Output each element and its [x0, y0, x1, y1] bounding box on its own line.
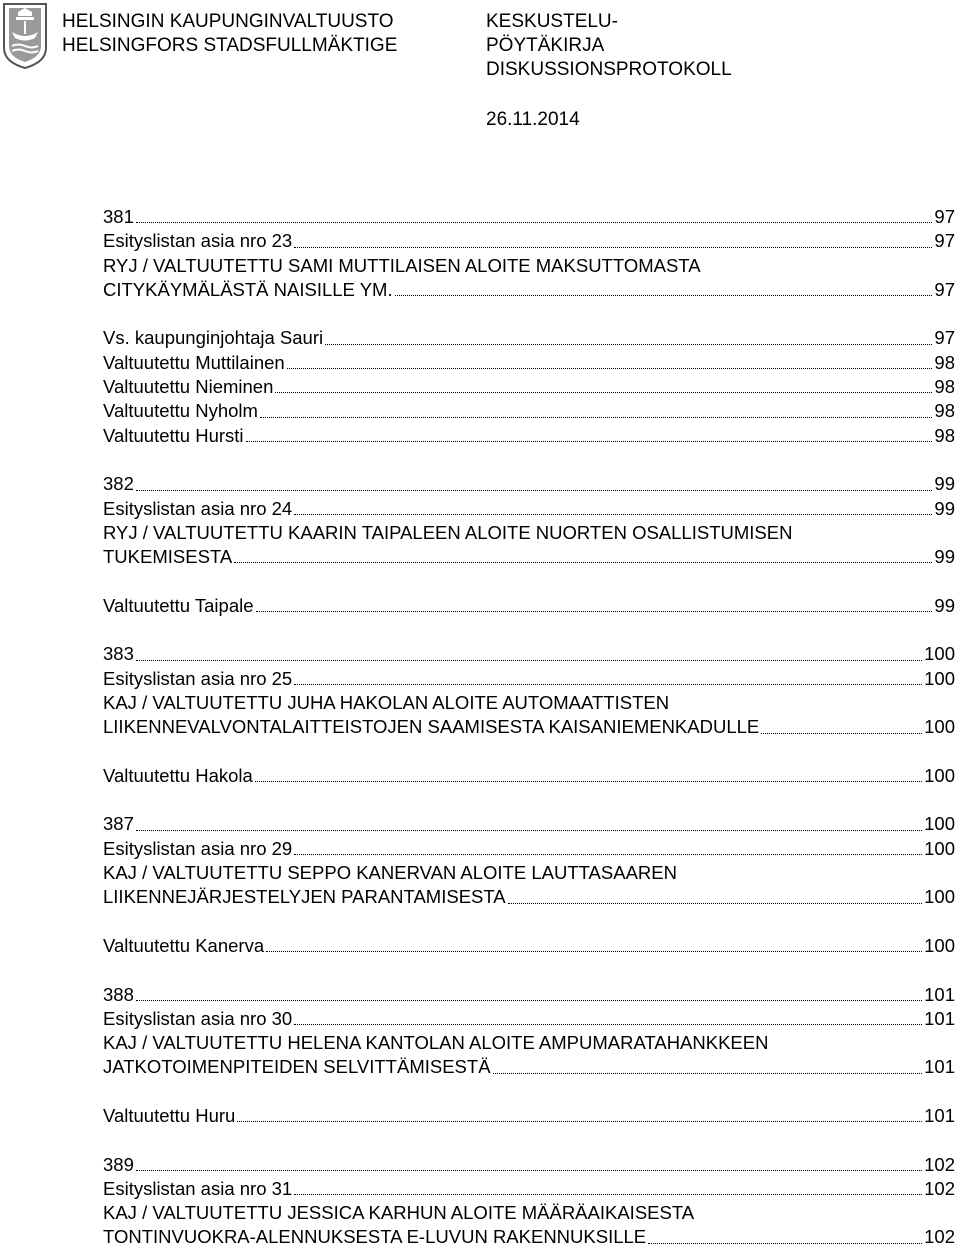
organization-name-fi: HELSINGIN KAUPUNGINVALTUUSTO [62, 11, 394, 32]
toc-section-number[interactable] [103, 642, 955, 666]
toc-page-number: 102 [924, 1226, 955, 1248]
toc-entry-label: 389 [103, 1153, 134, 1175]
toc-page-number: 101 [924, 983, 955, 1005]
toc-item-title-line[interactable]: KAJ / VALTUUTETTU SEPPO KANERVAN ALOITE LAUTTASAAREN [103, 862, 677, 884]
toc-entry-label: Valtuutettu Nieminen [103, 376, 274, 398]
section-gap [103, 448, 955, 472]
dot-leader [395, 295, 933, 296]
dot-leader [294, 854, 922, 855]
toc-page-number: 100 [924, 667, 955, 689]
toc-page-number: 100 [924, 643, 955, 665]
document-type-line-2: PÖYTÄKIRJA [486, 35, 605, 56]
toc-item-title-last-line[interactable] [103, 715, 955, 739]
dot-leader [136, 660, 922, 661]
dot-leader [325, 344, 932, 345]
toc-item-title-last-line[interactable] [103, 1055, 955, 1079]
dot-leader [287, 368, 933, 369]
toc-page-number: 101 [924, 1056, 955, 1078]
toc-section-number[interactable] [103, 812, 955, 836]
toc-agenda-item[interactable] [103, 667, 955, 691]
toc-page-number: 101 [924, 1104, 955, 1126]
toc-speaker-entry[interactable] [103, 764, 955, 788]
toc-page-number: 98 [934, 376, 955, 398]
toc-entry-label: Esityslistan asia nro 31 [103, 1177, 293, 1199]
toc-page-number: 97 [934, 230, 955, 252]
document-type-line-1: KESKUSTELU- [486, 11, 618, 32]
toc-entry-label: CITYKÄYMÄLÄSTÄ NAISILLE YM. [103, 278, 393, 300]
toc-section [103, 812, 955, 958]
dot-leader [237, 1121, 922, 1122]
toc-agenda-item[interactable] [103, 497, 955, 521]
toc-entry-label: Esityslistan asia nro 23 [103, 230, 293, 252]
toc-page-number: 97 [934, 327, 955, 349]
toc-page-number: 99 [934, 546, 955, 568]
toc-item-title-line[interactable]: KAJ / VALTUUTETTU JUHA HAKOLAN ALOITE AUTOMAATTISTEN [103, 691, 670, 713]
toc-section-number[interactable] [103, 983, 955, 1007]
dot-leader [648, 1243, 922, 1244]
dot-leader [294, 247, 932, 248]
dot-leader [136, 830, 922, 831]
toc-agenda-item[interactable] [103, 229, 955, 253]
dot-leader [260, 417, 932, 418]
dot-leader [275, 392, 932, 393]
dot-leader [294, 1194, 922, 1195]
section-gap [103, 910, 955, 934]
toc-entry-label: TONTINVUOKRA-ALENNUKSESTA E-LUVUN RAKENNUKSILLE [103, 1226, 647, 1248]
section-gap [103, 958, 955, 982]
toc-entry-label: Valtuutettu Kanerva [103, 934, 265, 956]
toc-speaker-entry[interactable] [103, 326, 955, 350]
dot-leader [256, 611, 933, 612]
dot-leader [508, 903, 922, 904]
toc-entry-label: Valtuutettu Hursti [103, 424, 244, 446]
toc-page-number: 100 [924, 837, 955, 859]
toc-item-title-last-line[interactable] [103, 1225, 955, 1249]
toc-entry-label: 381 [103, 206, 134, 227]
toc-agenda-item[interactable] [103, 1007, 955, 1031]
toc-entry-label: 388 [103, 983, 134, 1005]
toc-agenda-item[interactable] [103, 837, 955, 861]
toc-item-title-last-line[interactable] [103, 885, 955, 909]
toc-item-title-last-line[interactable] [103, 278, 955, 302]
document-header [0, 0, 960, 140]
document-type [486, 10, 732, 82]
toc-section [103, 1153, 955, 1250]
table-of-contents [103, 205, 955, 1250]
toc-entry-label: Valtuutettu Taipale [103, 594, 254, 616]
toc-entry-label: Valtuutettu Nyholm [103, 400, 258, 422]
toc-entry-label: Valtuutettu Muttilainen [103, 351, 285, 373]
toc-section-number[interactable] [103, 472, 955, 496]
document-type-line-3: DISKUSSIONSPROTOKOLL [486, 59, 732, 80]
dot-leader [294, 1024, 922, 1025]
dot-leader [136, 490, 933, 491]
toc-page-number: 100 [924, 716, 955, 738]
toc-item-title-line[interactable]: RYJ / VALTUUTETTU SAMI MUTTILAISEN ALOITE MAKSUTTOMASTA [103, 254, 701, 276]
toc-page-number: 101 [924, 1007, 955, 1029]
toc-entry-label: 383 [103, 643, 134, 665]
toc-entry-label: TUKEMISESTA [103, 546, 233, 568]
toc-entry-label: JATKOTOIMENPITEIDEN SELVITTÄMISESTÄ [103, 1056, 491, 1078]
toc-speaker-entry[interactable] [103, 1104, 955, 1128]
dot-leader [136, 1000, 922, 1001]
document-date: 26.11.2014 [486, 109, 580, 130]
dot-leader [493, 1073, 923, 1074]
toc-entry-label: Esityslistan asia nro 24 [103, 497, 293, 519]
toc-section [103, 472, 955, 618]
toc-item-title-last-line[interactable] [103, 545, 955, 569]
toc-section [103, 642, 955, 788]
toc-page-number: 99 [934, 473, 955, 495]
toc-entry-label: Esityslistan asia nro 25 [103, 667, 293, 689]
section-gap [103, 1080, 955, 1104]
section-gap [103, 1128, 955, 1152]
toc-speaker-entry[interactable] [103, 424, 955, 448]
toc-section-number[interactable] [103, 205, 955, 229]
toc-page-number: 102 [924, 1153, 955, 1175]
dot-leader [761, 733, 922, 734]
organization-name-sv: HELSINGFORS STADSFULLMÄKTIGE [62, 35, 398, 56]
toc-entry-label: Valtuutettu Hakola [103, 764, 253, 786]
toc-page-number: 97 [934, 206, 955, 227]
section-gap [103, 302, 955, 326]
toc-page-number: 99 [934, 497, 955, 519]
toc-page-number: 97 [934, 278, 955, 300]
dot-leader [234, 562, 932, 563]
toc-entry-label: 382 [103, 473, 134, 495]
toc-page-number: 102 [924, 1177, 955, 1199]
toc-page-number: 99 [934, 594, 955, 616]
toc-page-number: 98 [934, 400, 955, 422]
toc-page-number: 98 [934, 424, 955, 446]
dot-leader [136, 1170, 922, 1171]
toc-agenda-item[interactable] [103, 1177, 955, 1201]
toc-entry-label: Esityslistan asia nro 30 [103, 1007, 293, 1029]
toc-page-number: 98 [934, 351, 955, 373]
toc-entry-label: Vs. kaupunginjohtaja Sauri [103, 327, 324, 349]
toc-page-number: 100 [924, 764, 955, 786]
dot-leader [246, 441, 933, 442]
toc-speaker-entry[interactable] [103, 594, 955, 618]
toc-entry-label: Valtuutettu Huru [103, 1104, 236, 1126]
dot-leader [136, 222, 933, 223]
dot-leader [255, 781, 922, 782]
toc-page-number: 100 [924, 886, 955, 908]
toc-entry-label: LIIKENNEJÄRJESTELYJEN PARANTAMISESTA [103, 886, 506, 908]
toc-item-title-line[interactable]: KAJ / VALTUUTETTU JESSICA KARHUN ALOITE MÄÄRÄAIKAISESTA [103, 1202, 695, 1224]
section-gap [103, 618, 955, 642]
toc-section-number[interactable] [103, 1153, 955, 1177]
section-gap [103, 740, 955, 764]
toc-item-title-line[interactable]: RYJ / VALTUUTETTU KAARIN TAIPALEEN ALOITE NUORTEN OSALLISTUMISEN [103, 521, 793, 543]
toc-page-number: 100 [924, 813, 955, 835]
toc-section [103, 983, 955, 1129]
toc-speaker-entry[interactable] [103, 351, 955, 375]
toc-entry-label: LIIKENNEVALVONTALAITTEISTOJEN SAAMISESTA KAISANIEMENKADULLE [103, 716, 760, 738]
toc-speaker-entry[interactable] [103, 375, 955, 399]
toc-section [103, 205, 955, 448]
toc-entry-label: Esityslistan asia nro 29 [103, 837, 293, 859]
dot-leader [294, 514, 932, 515]
toc-speaker-entry[interactable] [103, 934, 955, 958]
dot-leader [266, 951, 922, 952]
helsinki-crest-icon [2, 2, 48, 70]
toc-speaker-entry[interactable] [103, 399, 955, 423]
section-gap [103, 569, 955, 593]
toc-entry-label: 387 [103, 813, 134, 835]
toc-item-title-line[interactable]: KAJ / VALTUUTETTU HELENA KANTOLAN ALOITE AMPUMARATAHANKKEEN [103, 1032, 769, 1054]
organization-name [62, 10, 397, 58]
dot-leader [294, 684, 922, 685]
section-gap [103, 788, 955, 812]
toc-page-number: 100 [924, 934, 955, 956]
